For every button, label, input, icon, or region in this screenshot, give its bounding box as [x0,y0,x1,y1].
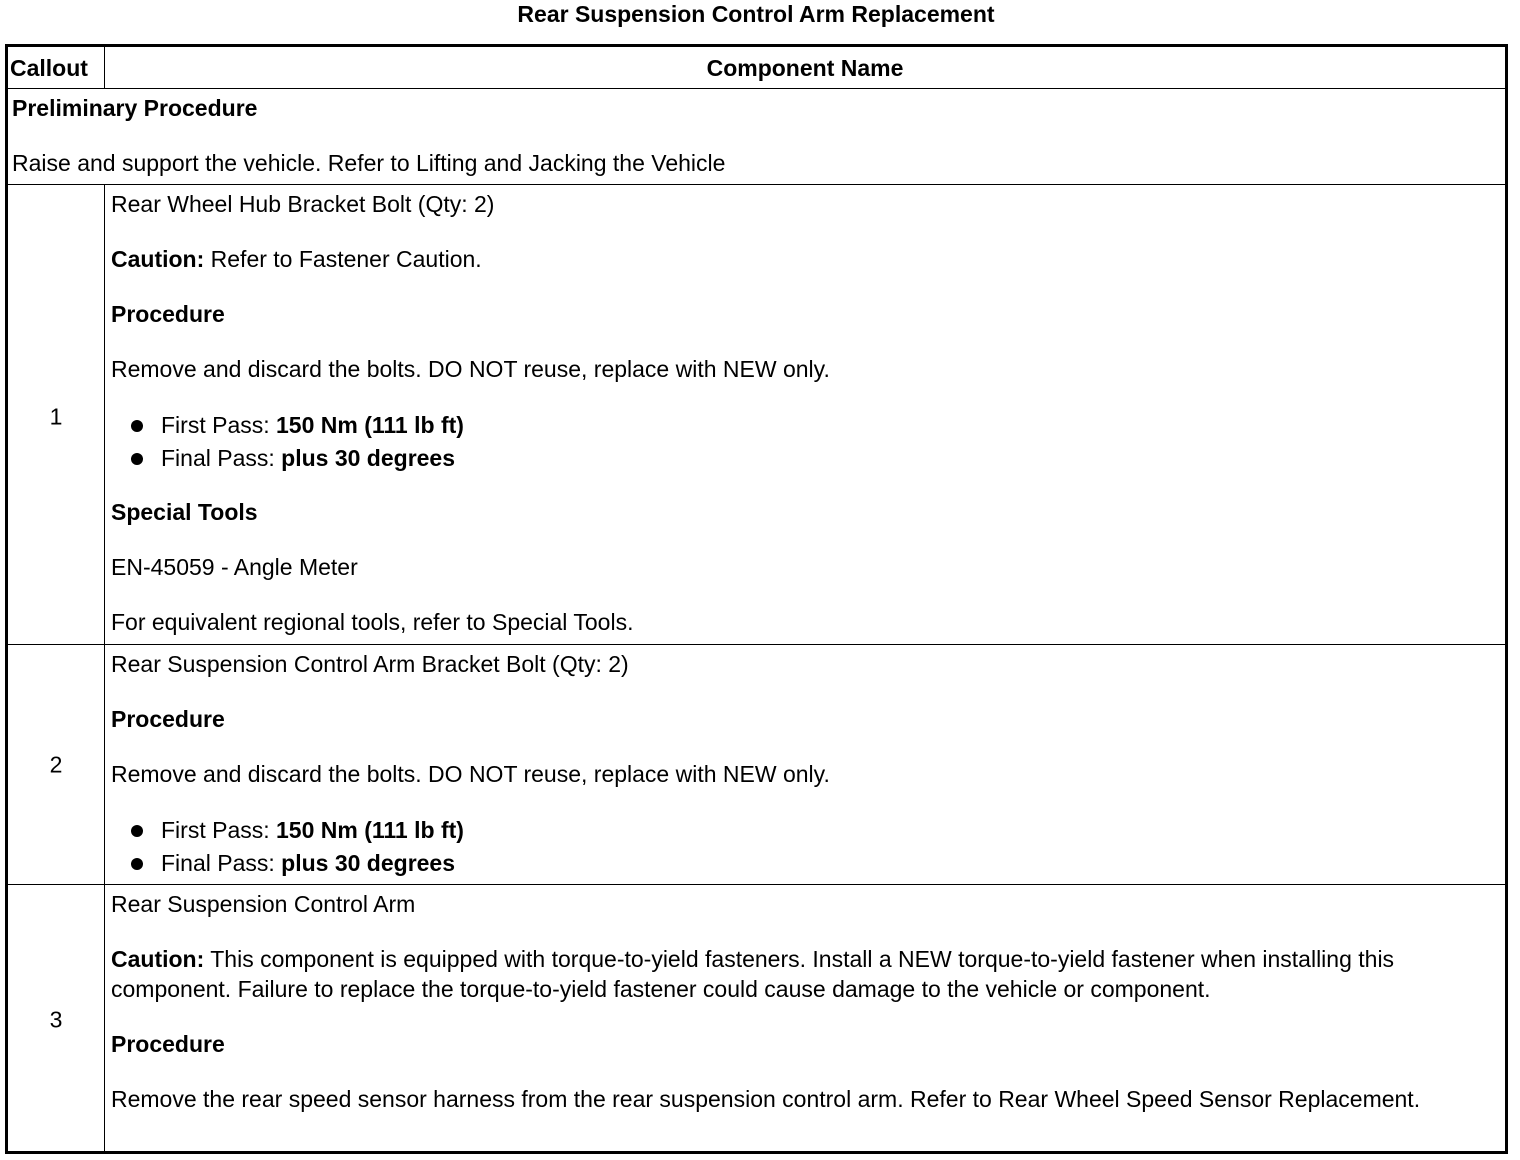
callout-number: 1 [49,403,63,430]
procedure-heading: Procedure [111,706,225,732]
bullet-icon [131,420,143,432]
caution-note [111,944,1475,1004]
special-tool-name: EN-45059 - Angle Meter [111,554,358,580]
pass-value: plus 30 degrees [281,445,456,471]
callout-number: 3 [49,1006,63,1033]
procedure-heading: Procedure [111,301,225,327]
callout-cell [8,185,105,645]
torque-pass-list [111,409,1475,475]
pass-value: 150 Nm (111 lb ft) [276,412,464,438]
bullet-icon [131,858,143,870]
table-row [8,184,1505,645]
pass-value: 150 Nm (111 lb ft) [276,817,464,843]
component-name: Rear Suspension Control Arm Bracket Bolt (Qty: 2) [111,651,629,677]
pass-label: Final Pass: [161,445,282,471]
procedure-text: Remove and discard the bolts. DO NOT reuse, replace with NEW only. [111,761,830,787]
pass-value: plus 30 degrees [281,850,456,876]
preliminary-procedure-row [8,88,1505,185]
procedure-text: Remove the rear speed sensor harness from the rear suspension control arm. Refer to Rear Wheel Speed Sensor Replacement. [111,1086,1421,1112]
procedure-text: Remove and discard the bolts. DO NOT reuse, replace with NEW only. [111,356,830,382]
procedure-heading: Procedure [111,1031,225,1057]
pass-label: First Pass: [161,412,277,438]
callout-column-header: Callout [8,47,105,88]
callout-cell [8,885,105,1152]
component-cell [105,645,1505,885]
table-row [8,644,1505,885]
document-title: Rear Suspension Control Arm Replacement [517,1,995,27]
caution-text: Refer to Fastener Caution. [204,246,482,272]
preliminary-procedure-text: Raise and support the vehicle. Refer to Lifting and Jacking the Vehicle [12,150,726,176]
list-item [131,409,1475,442]
component-cell [105,185,1505,645]
pass-label: Final Pass: [161,850,282,876]
bullet-icon [131,825,143,837]
callout-number: 2 [49,751,63,778]
special-tools-note: For equivalent regional tools, refer to Special Tools. [111,609,634,635]
caution-text: This component is equipped with torque-to-yield fasteners. Install a NEW torque-to-yield fastener when installing this component. Failure to replace the torque-to-yield fastener could cause damage to the vehicle or component. [111,946,1395,1002]
table-header-row [8,47,1505,88]
component-name: Rear Suspension Control Arm [111,891,416,917]
callout-cell [8,645,105,885]
list-item [131,442,1475,475]
pass-label: First Pass: [161,817,277,843]
caution-label: Caution: [111,946,205,972]
special-tools-heading: Special Tools [111,499,258,525]
torque-pass-list [111,814,1475,880]
list-item [131,847,1475,880]
caution-note [111,244,1475,274]
bullet-icon [131,453,143,465]
procedure-table [5,44,1508,1154]
preliminary-procedure-heading: Preliminary Procedure [12,95,258,121]
component-cell [105,885,1505,1152]
component-name: Rear Wheel Hub Bracket Bolt (Qty: 2) [111,191,495,217]
list-item [131,814,1475,847]
caution-label: Caution: [111,246,205,272]
table-row [8,884,1505,1152]
component-name-column-header: Component Name [706,55,904,81]
